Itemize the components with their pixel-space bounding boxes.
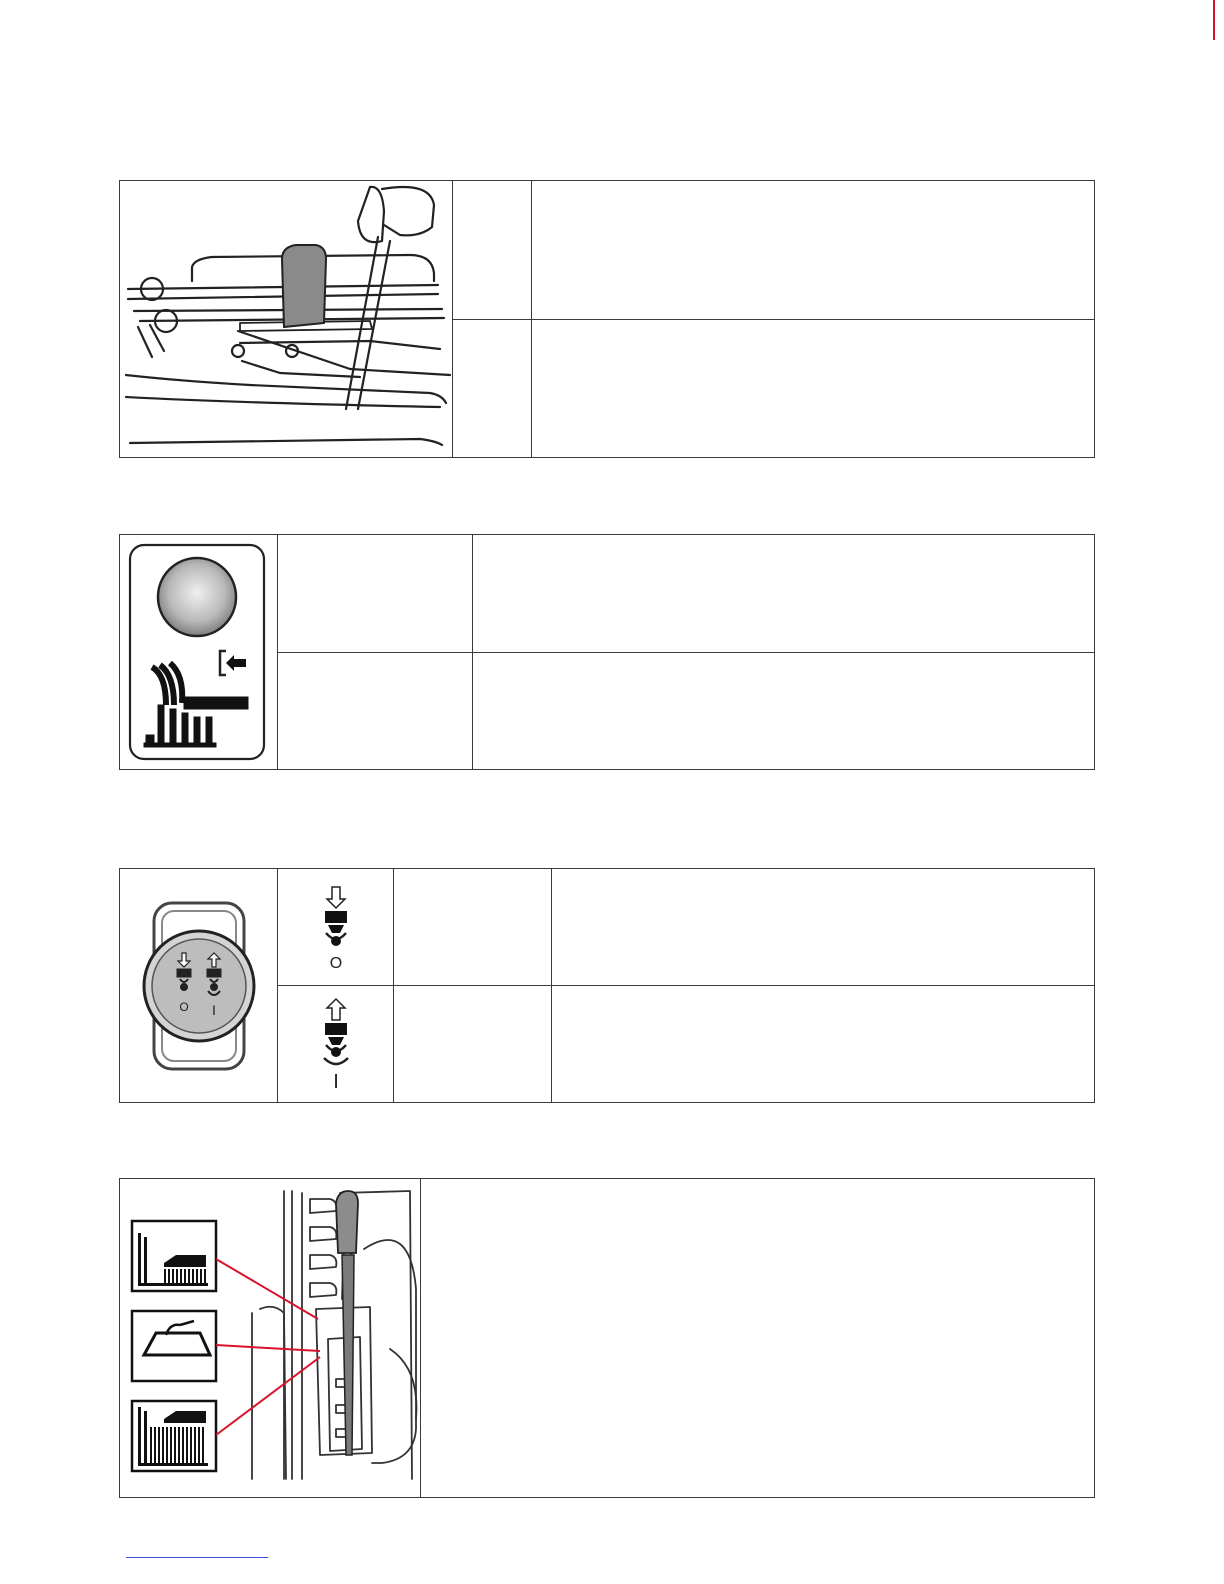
height-lever-illustration-cell — [120, 1179, 421, 1498]
pto-row2-label — [394, 986, 552, 1103]
switch-illustration-cell — [120, 869, 278, 1103]
knob-decal-cell — [120, 535, 278, 770]
blade-on-icon — [278, 986, 394, 1102]
callout-lines — [216, 1259, 320, 1435]
footer-link-underline — [126, 1557, 268, 1558]
height-lever-table — [119, 1178, 1095, 1498]
low-cut-icon — [132, 1221, 216, 1291]
blade-on-symbol-cell — [278, 986, 394, 1103]
high-cut-icon — [132, 1401, 216, 1471]
blade-engagement-switch — [120, 869, 278, 1101]
lever-row1-label — [453, 181, 532, 320]
knob-row1-description — [473, 535, 1095, 653]
blade-off-icon — [278, 869, 394, 985]
blade-on-symbol-label: I — [333, 1071, 339, 1093]
deck-height-lever-illustration — [120, 1179, 421, 1497]
knob-table — [119, 534, 1095, 770]
pto-row1-description — [552, 869, 1095, 986]
knob-icon — [158, 558, 236, 636]
pto-row2-description — [552, 986, 1095, 1103]
knob-row2-label — [278, 652, 473, 770]
lever-row2-label — [453, 319, 532, 458]
knob-row1-label — [278, 535, 473, 653]
cutting-height-knob-decal — [120, 535, 278, 769]
blade-off-symbol-cell — [278, 869, 394, 986]
mower-lever-illustration — [120, 181, 453, 457]
switch-off-label: O — [179, 1000, 189, 1014]
lever-table — [119, 180, 1095, 458]
lever-row2-description — [532, 319, 1095, 458]
height-lever-description — [421, 1179, 1095, 1498]
knob-row2-description — [473, 652, 1095, 770]
pto-row1-label — [394, 869, 552, 986]
blade-off-symbol-label: O — [329, 955, 343, 972]
page-edge-mark — [1213, 0, 1215, 40]
lever-row1-description — [532, 181, 1095, 320]
lever-illustration-cell — [120, 181, 453, 458]
switch-on-label: I — [212, 1002, 216, 1018]
transport-icon — [132, 1311, 216, 1381]
pto-switch-table — [119, 868, 1095, 1103]
